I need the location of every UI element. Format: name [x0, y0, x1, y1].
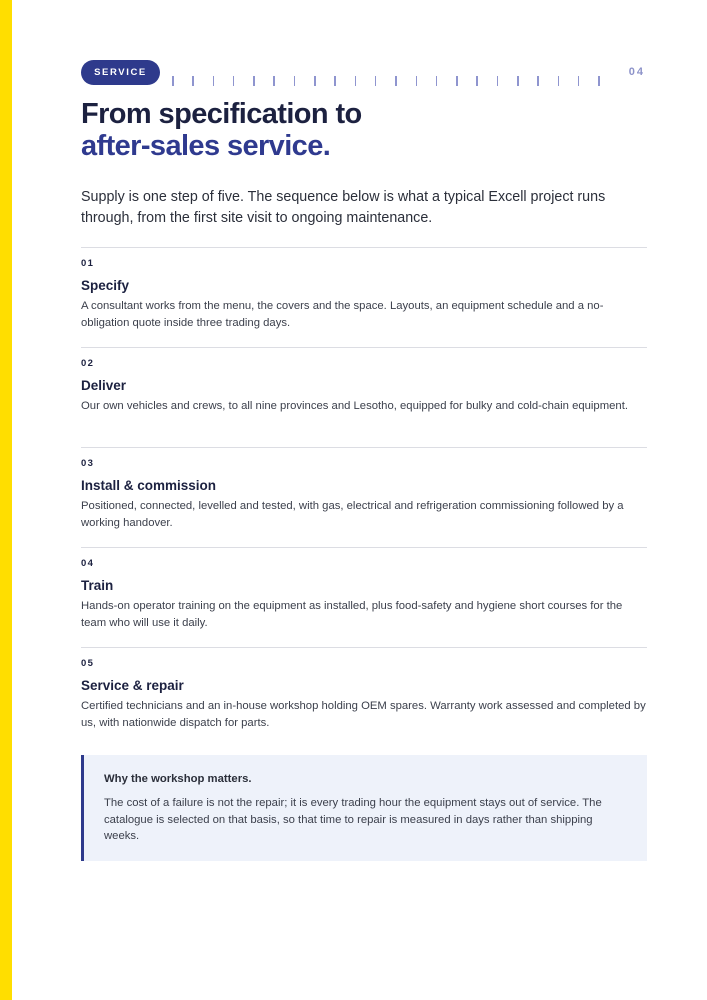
ruler-tick [375, 76, 377, 86]
process-step [81, 647, 647, 747]
ruler-tick [416, 76, 418, 86]
step-description: Certified technicians and an in-house workshop holding OEM spares. Warranty work assessed and completed by us, with nationwide dispatch for parts. [81, 700, 646, 729]
ruler-tick [578, 76, 580, 86]
step-number: 03 [81, 458, 95, 469]
workshop-callout-box [81, 755, 647, 861]
process-step [81, 247, 647, 347]
ruler-tick [213, 76, 215, 86]
ruler-tick [273, 76, 275, 86]
ruler-tick [314, 76, 316, 86]
ruler-tick [517, 76, 519, 86]
step-title: Train [81, 578, 114, 593]
ruler-tick [456, 76, 458, 86]
step-number: 04 [81, 558, 95, 569]
ruler-tick [233, 76, 235, 86]
ruler-tick [192, 76, 194, 86]
ruler-tick [172, 76, 174, 86]
title-line-1: From specification to [81, 98, 362, 130]
step-title: Deliver [81, 378, 127, 393]
ruler-tick [497, 76, 499, 86]
step-title: Install & commission [81, 478, 217, 493]
intro-paragraph: Supply is one step of five. The sequence below is what a typical Excell project runs through, from the first site visit to ongoing maintenance. [81, 189, 606, 226]
ruler-tick [436, 76, 438, 86]
step-number: 02 [81, 358, 95, 369]
step-description: Our own vehicles and crews, to all nine provinces and Lesotho, equipped for bulky and cold-chain equipment. [81, 400, 628, 412]
ruler-tick [395, 76, 397, 86]
decorative-tick-ruler [172, 76, 600, 88]
page-title [81, 98, 641, 162]
process-step [81, 447, 647, 547]
step-number: 05 [81, 658, 95, 669]
ruler-tick [355, 76, 357, 86]
step-title: Specify [81, 278, 130, 293]
section-label-badge: SERVICE [81, 60, 160, 85]
process-step [81, 347, 647, 447]
step-description: Positioned, connected, levelled and tested, with gas, electrical and refrigeration commissioning followed by a working handover. [81, 500, 624, 529]
process-steps-list [81, 247, 647, 747]
title-line-2: after-sales service. [81, 130, 331, 162]
ruler-tick [558, 76, 560, 86]
yellow-accent-bar [0, 0, 12, 1000]
ruler-tick [598, 76, 600, 86]
ruler-tick [537, 76, 539, 86]
ruler-tick [253, 76, 255, 86]
ruler-tick [294, 76, 296, 86]
step-title: Service & repair [81, 678, 184, 693]
page-number: 04 [628, 66, 645, 78]
ruler-tick [334, 76, 336, 86]
ruler-tick [476, 76, 478, 86]
process-step [81, 547, 647, 647]
step-description: A consultant works from the menu, the covers and the space. Layouts, an equipment schedule and a no-obligation quote inside three trading days. [81, 300, 604, 329]
step-description: Hands-on operator training on the equipment as installed, plus food-safety and hygiene short courses for the team who will use it daily. [81, 600, 623, 629]
callout-title: Why the workshop matters. [104, 773, 252, 785]
callout-body: The cost of a failure is not the repair; it is every trading hour the equipment stays out of service. The catalogue is selected on that basis, so that time to repair is measured in days rather than shipping weeks. [104, 797, 602, 842]
step-number: 01 [81, 258, 95, 269]
